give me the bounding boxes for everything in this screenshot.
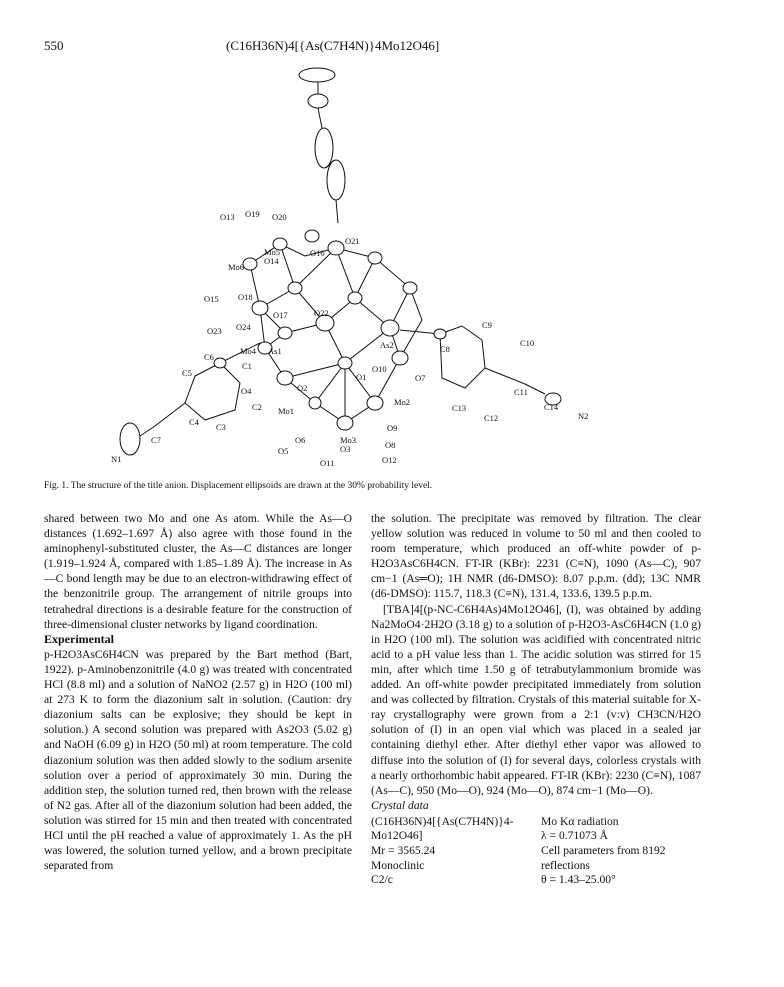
atom-label: O15 (204, 294, 219, 304)
atom-label: Mo4 (240, 346, 257, 356)
discussion-paragraph: shared between two Mo and one As atom. While the As—O distances (1.692–1.697 Å) also agree with those found in the aminophenyl-substituted cluster, the As—C distances are longer (1.919–1.924 Å, compared with 1.85–1.89 Å). The increase in As—C bond length may be due to an electron-withdrawing effect of the benzonitrile group. The arrangement of nitrile groups into tetrahedral directions is a desirable feature for the construction of three-dimensional cluster networks by ligand coordination. (44, 512, 352, 631)
atom-label: O12 (382, 455, 397, 465)
atom-label: Mo2 (394, 397, 411, 407)
atom-label: C8 (440, 344, 450, 354)
crystal-data-cell: C2/c (371, 873, 393, 887)
atom-label: O7 (415, 373, 426, 383)
atom-label: O4 (241, 386, 252, 396)
atom-label: As1 (268, 346, 282, 356)
running-title: (C16H36N)4[{As(C7H4N)}4Mo12O46] (226, 38, 440, 53)
molecular-structure-figure (100, 58, 700, 476)
crystal-data-cell: (C16H36N)4[{As(C7H4N)}4- (371, 814, 514, 828)
atom-label: O8 (385, 440, 396, 450)
atom-label: C1 (242, 361, 252, 371)
atom-label: O22 (314, 308, 329, 318)
atom-label: O1 (356, 372, 367, 382)
atom-label: O17 (273, 310, 288, 320)
atom-label: C12 (484, 413, 499, 423)
atom-label: C5 (182, 368, 192, 378)
atom-label: C14 (544, 402, 559, 412)
atom-label: O20 (272, 212, 287, 222)
atom-label: C11 (514, 387, 528, 397)
atom-label: C4 (189, 417, 199, 427)
atom-label: C10 (520, 338, 535, 348)
right-column (371, 511, 701, 888)
atom-label: O2 (297, 383, 308, 393)
atom-label: O6 (295, 435, 306, 445)
atom-label: Mo1 (278, 406, 295, 416)
crystal-data-cell: Mo12O46] (371, 829, 423, 843)
atom-label: N1 (111, 454, 122, 464)
atom-label: O18 (238, 292, 253, 302)
atom-label: O3 (340, 444, 351, 454)
left-column (44, 511, 352, 873)
atom-label: Mo5 (264, 247, 281, 257)
atom-label: C7 (151, 435, 161, 445)
atom-label: As2 (380, 340, 394, 350)
atom-label: O13 (220, 212, 235, 222)
section-title: Experimental (44, 631, 114, 646)
crystal-data-cell: Monoclinic (371, 858, 425, 872)
atom-label: C3 (216, 422, 226, 432)
atom-label: C6 (204, 352, 214, 362)
crystal-data-cell: Mo Kα radiation (541, 814, 619, 828)
page-number: 550 (44, 38, 64, 53)
atom-label: O16 (310, 248, 325, 258)
experimental-paragraph: p-H2O3AsC6H4CN was prepared by the Bart method (Bart, 1922). p-Aminobenzonitrile (4.0 g) was treated with concentrated HCl (8.8 ml) and a solution of NaNO2 (2.57 g) in H2O (100 ml) at 273 K to form the diazonium salt in solution. (Caution: dry diazonium salts can be explosive; they should be kept in solution.) A second solution was prepared with As2O3 (5.02 g) and NaOH (6.09 g) in H2O (50 ml) at room temperature. The cold diazonium solution was then added slowly to the sodium arsenite solution over a period of approximately 30 min. During the addition step, the solution turned red, then brown with the release of N2 gas. After all of the diazonium solution had been added, the solution was stirred for 15 min and then treated with concentrated HCl until the pH reached a value of approximately 1. As the pH was lowered, the solution turned yellow, and a brown precipitate separated from (44, 647, 352, 873)
crystal-data-cell: λ = 0.71073 Å (541, 829, 608, 843)
atom-label: O14 (264, 256, 279, 266)
atom-label: C2 (252, 402, 262, 412)
atom-label: O24 (236, 322, 251, 332)
atom-label: O19 (245, 209, 260, 219)
crystal-data-cell: reflections (541, 858, 590, 872)
atom-label: Mo6 (228, 262, 245, 272)
experimental-paragraph-continued: the solution. The precipitate was removed by filtration. The clear yellow solution was reduced in volume to 50 ml and then cooled to room temperature, which produced an off-white powder of p-H2O3AsC6H4CN. FT-IR (KBr): 2231 (C≡N), 1090 (As—C), 907 cm−1 (As═O); 1H NMR (d6-DMSO): 8.07 p.p.m. (dd); 13C NMR (d6-DMSO): 115.7, 118.3 (C≡N), 131.4, 133.6, 139.5 p.p.m. (371, 512, 701, 601)
atom-label: O11 (320, 458, 335, 468)
atom-label: C13 (452, 403, 467, 413)
crystal-data-cell: Mr = 3565.24 (371, 844, 436, 858)
crystal-data-cell: θ = 1.43–25.00° (541, 873, 616, 887)
figure-caption: Fig. 1. The structure of the title anion. Displacement ellipsoids are drawn at the 30% probability level. (44, 481, 433, 491)
crystal-data-table (371, 815, 701, 888)
crystal-data-title: Crystal data (371, 798, 429, 812)
crystal-data-cell: Cell parameters from 8192 (541, 844, 666, 858)
atom-label: O5 (278, 446, 289, 456)
atom-label: O10 (372, 364, 387, 374)
atom-label: Mo3 (340, 435, 357, 445)
atom-label: O23 (207, 326, 222, 336)
ortep-diagram (100, 58, 700, 476)
atom-label: N2 (578, 411, 589, 421)
atom-label: O21 (345, 236, 360, 246)
atom-label: C9 (482, 320, 492, 330)
atom-label: O9 (387, 423, 398, 433)
synthesis-paragraph: [TBA]4[(p-NC-C6H4As)4Mo12O46], (I), was obtained by adding Na2MoO4·2H2O (3.18 g) to a solution of p-H2O3-AsC6H4CN (1.0 g) in H2O (100 ml). The solution was acidified with concentrated nitric acid to a pH value less than 1. The acidic solution was stirred for 15 min, after which time 1.50 g of tetrabutylammonium bromide was added. An off-white powder precipitated immediately from solution and was collected by filtration. Crystals of this material suitable for X-ray crystallography were grown from a 2:1 (v:v) CH3CN/H2O solution of (I) in an open vial which was placed in a sealed jar containing diethyl ether. After diethyl ether vapor was allowed to diffuse into the solution of (I) for several days, colorless crystals with a nearly orthorhombic habit appeared. FT-IR (KBr): 2230 (C≡N), 1087 (As—C), 950 (Mo—O), 924 (Mo—O), 874 cm−1 (Mo—O). (371, 602, 701, 797)
